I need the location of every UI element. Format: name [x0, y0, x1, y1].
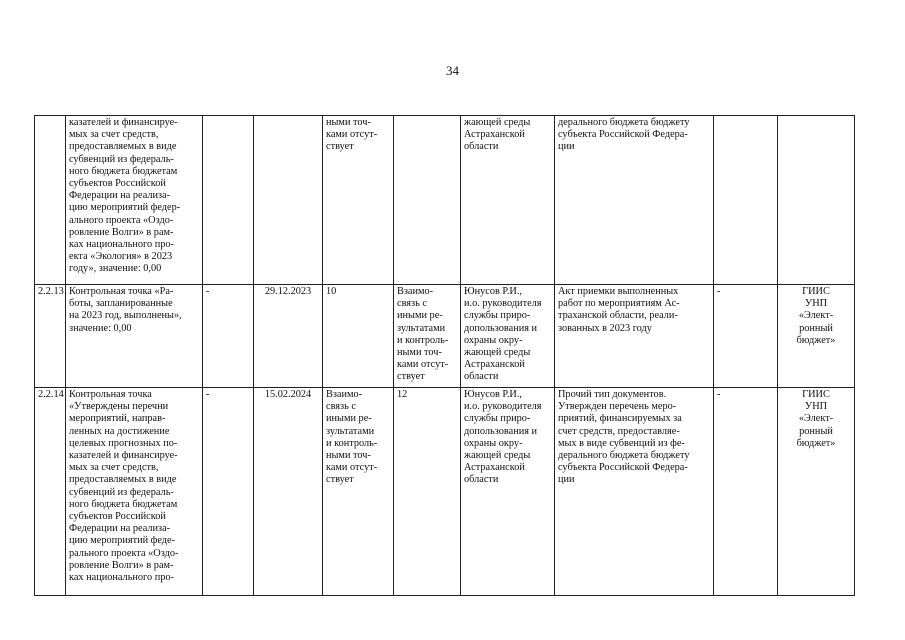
responsible-person: жающей среды Астраханской области [461, 116, 555, 285]
document-type: дерального бюджета бюджету субъекта Российской Федера- ции [555, 116, 714, 285]
cell-dash: - [203, 388, 254, 596]
document-type: Прочий тип документов. Утвержден перечень меро- приятий, финансируемых за счет средств, предоставляе- мых в виде субвенций из фе- дерального бюджета бюджету субъекта Российской Федера- ции [555, 388, 714, 596]
cell-dash-2: - [714, 285, 778, 388]
table-row [35, 388, 855, 596]
control-point-name: Контрольная точка «Ра- боты, запланированные на 2023 год, выполнены», значение: 0,00 [66, 285, 203, 388]
due-date: 29.12.2023 [254, 285, 323, 388]
page-number: 34 [446, 63, 459, 78]
cell-dash: - [203, 285, 254, 388]
responsible-person: Юнусов Р.И., и.о. руководителя службы приро- допользования и охраны окру- жающей среды Астраханской области [461, 285, 555, 388]
relation-cell: Взаимо- связь с иными ре- зультатами и контроль- ными точ- ками отсут- ствует [323, 388, 394, 596]
responsible-person: Юнусов Р.И., и.о. руководителя службы приро- допользования и охраны окру- жающей среды Астраханской области [461, 388, 555, 596]
relation-cell: ными точ- ками отсут- ствует [323, 116, 394, 285]
relation-cell-2: 12 [394, 388, 461, 596]
control-point-name: казателей и финансируе- мых за счет средств, предоставляемых в виде субвенций из федераль- ного бюджета бюджетам субъектов Российской Федерации на реализа- цию мероприятий федер- ального проекта «Оздо- ровление Волги» в рам- ках национального про- екта «Экология» в 2023 году», значение: 0,00 [66, 116, 203, 285]
control-points-table [34, 115, 855, 596]
cell-dash-2 [714, 116, 778, 285]
row-number: 2.2.13 [35, 285, 66, 388]
cell-dash-2: - [714, 388, 778, 596]
relation-cell-2: Взаимо- связь с иными ре- зультатами и контроль- ными точ- ками отсут- ствует [394, 285, 461, 388]
table-row [35, 285, 855, 388]
information-system: ГИИС УНП «Элект- ронный бюджет» [778, 285, 855, 388]
due-date: 15.02.2024 [254, 388, 323, 596]
table-row [35, 116, 855, 285]
relation-cell: 10 [323, 285, 394, 388]
row-number [35, 116, 66, 285]
information-system [778, 116, 855, 285]
row-number: 2.2.14 [35, 388, 66, 596]
relation-cell-2 [394, 116, 461, 285]
due-date [254, 116, 323, 285]
information-system: ГИИС УНП «Элект- ронный бюджет» [778, 388, 855, 596]
control-point-name: Контрольная точка «Утверждены перечни мероприятий, направ- ленных на достижение целевых прогнозных по- казателей и финансируе- мых за счет средств, предоставляемых в виде субвенций из федераль- ного бюджета бюджетам субъектов Российской Федерации на реализа- цию мероприятий феде- рального проекта «Оздо- ровление Волги» в рам- ках национального про- [66, 388, 203, 596]
document-type: Акт приемки выполненных работ по мероприятиям Ас- траханской области, реали- зованных в 2023 году [555, 285, 714, 388]
cell-dash [203, 116, 254, 285]
